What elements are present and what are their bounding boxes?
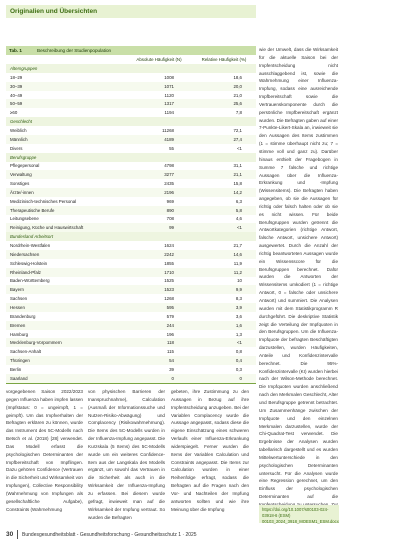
relative-value: <1 <box>236 340 242 346</box>
table-row <box>6 197 256 206</box>
table-row <box>6 91 256 100</box>
row-label: 30–39 <box>10 83 23 89</box>
row-label: Reinigung, Küche und Hauswirtschaft <box>10 225 84 231</box>
row-label: Bayern <box>10 287 24 293</box>
absolute-value: 4798 <box>164 163 174 169</box>
table-row <box>6 73 256 82</box>
page-number: 30 <box>6 531 14 538</box>
row-label: Männlich <box>10 136 28 142</box>
relative-value: 3,6 <box>235 313 242 319</box>
absolute-value: 1008 <box>164 74 174 80</box>
absolute-value: 579 <box>166 313 174 319</box>
relative-value: 20,0 <box>233 83 242 89</box>
relative-value: 9,9 <box>235 287 242 293</box>
column-header-relative: Relative Häufigkeit (%) <box>201 57 247 62</box>
relative-value: 25,6 <box>233 101 242 107</box>
relative-value: 1,3 <box>235 331 242 337</box>
absolute-value: 55 <box>169 145 174 151</box>
relative-value: 6,3 <box>235 198 242 204</box>
row-label: Divers <box>10 145 23 151</box>
absolute-value: 969 <box>166 198 174 204</box>
row-label: Thüringen <box>10 358 30 364</box>
table-row <box>6 294 256 303</box>
table-row <box>6 365 256 374</box>
table-row <box>6 99 256 108</box>
row-label: Ärzte/-innen <box>10 189 34 195</box>
table-bottom-rule <box>6 383 256 384</box>
row-label: Sachsen <box>10 296 28 302</box>
relative-value: 4,6 <box>235 216 242 222</box>
relative-value: 5,8 <box>235 207 242 213</box>
row-label: Rheinland-Pfalz <box>10 269 41 275</box>
absolute-value: 196 <box>166 331 174 337</box>
row-label: Schleswig-Holstein <box>10 260 48 266</box>
row-label: Brandenburg <box>10 313 36 319</box>
relative-value: 21,1 <box>233 172 242 178</box>
page-footer <box>6 527 406 543</box>
row-label: Geschlecht <box>10 119 32 125</box>
absolute-value: 2196 <box>164 189 174 195</box>
absolute-value: 1624 <box>164 243 174 248</box>
row-label: Sonstiges <box>10 181 30 187</box>
absolute-value: 118 <box>167 340 174 346</box>
table-caption <box>6 46 256 55</box>
table-row <box>6 170 256 179</box>
row-label: Pflegepersonal <box>10 163 40 169</box>
table-number: Tab. 1 <box>9 48 22 53</box>
row-label: Bundesland Arbeitsort <box>10 234 54 240</box>
absolute-value: 1071 <box>164 83 174 89</box>
table-row <box>6 321 256 330</box>
table-row <box>6 241 256 250</box>
absolute-value: 1525 <box>164 278 174 284</box>
relative-value: 10 <box>237 278 242 284</box>
relative-value: 27,4 <box>233 136 242 142</box>
table-row <box>6 347 256 356</box>
absolute-value: 115 <box>167 349 174 355</box>
relative-value: 8,3 <box>235 296 242 302</box>
absolute-value: 1523 <box>164 287 174 293</box>
relative-value: 7,8 <box>235 110 242 116</box>
absolute-value: 1268 <box>164 296 174 302</box>
body-text-column-right: wie der Umwelt, dass die Wirksamkeit für die aktuelle Saison bei der Impfentscheidung nicht ausschlaggebend ist, sowie die Wahrnehmung einer Influenza-Impfung, sodass eine ausreichende Impfbereitschaft sowie die Vertrauenskomponente durch die persönliche Impfbereitschaft ergänzt wurden. Die Befragten gaben auf einer 7-Punkte-Likert-Skala an, inwieweit sie den Aussagen des Items zustimmen (1 = stimme überhaupt nicht zu; 7 = stimme voll und ganz zu). Darüber hinaus enthielt der Fragebogen in Summe 7 falsche und richtige Aussagen über die Influenza-Erkrankung und -Impfung (Wissensitems). Die Befragten haben angegeben, ob sie die Aussagen für richtig oder falsch halten oder ob sie es nicht wissen. Für beide Berufsgruppen wurden getrennt die Antwortkategorien (richtige Antwort, falsche Antwort, unsichere Antwort) ausgewertet. Durch die Anzahl der richtig beantworteten Aussagen wurde ein Wissensscore für die Berufsgruppen berechnet. Dafür wurden die Antworten der Wissensitems umkodiert (1 = richtige Antwort, 0 = falsche oder unsichere Antwort) und summiert. Die Analysen wurden mit dem Statistikprogramm R durchgeführt. Die deskriptive Statistik zeigt die Verteilung der Impfquoten in den Berufsgruppen. Um die Influenza-Impfquote der befragten Beschäftigten darzustellen, wurden Häufigkeiten, Anteile und Konfidenzintervalle berechnet. Die 95%-Konfidenzintervalle (KI) wurden hierbei nach der Wilson-Methode berechnet. Die Impfquoten wurden anschließend nach den Merkmalen Geschlecht, Alter und Berufsgruppe getrennt betrachtet. Um Zusammenhänge zwischen der Impfquote und den einzelnen Merkmalen darzustellen, wurde der Chi-Quadrat-Test verwendet. Die Ergebnisse der Analysen wurden tabellarisch dargestellt und es wurden Mittelwertunterschiede in den psychologischen Determinanten untersucht. Für die Analysen wurde eine Regression gerechnet, um den Einfluss der psychologischen Determinanten auf die <box>259 47 338 500</box>
absolute-value: 244 <box>166 322 174 328</box>
row-label: Medizinisch-technisches Personal <box>10 198 77 204</box>
body-text-column-2: von physischen Barrieren der Inanspruchnahme), Calculation (Ausmaß der Informationssuche und Nutzen-Risiko-Abwägung) und Complacency (Risikowahrnehmung). Die Items des 5C-Modells wurden in der Influenza-Impfung angepasst. Die Kurzskala (5 Items) des 5C-Modells wurde um ein weiteres Confidence-Item aus der Langskala des Modells ergänzt, um sowohl das Vertrauen in die Sicherheit als auch in die Wirksamkeit der Influenza-Impfung zu erfassen. Bei diesem wurde gefragt, inwieweit man auf die Wirksamkeit der Impfung vertraut. So wurden die Befragten <box>88 389 165 520</box>
table-group-row <box>6 153 256 162</box>
relative-value: 11,2 <box>233 269 242 275</box>
relative-value: 14,6 <box>233 251 242 257</box>
row-label: Weiblich <box>10 127 27 133</box>
row-label: Mecklenburg-Vorpommern <box>10 340 62 346</box>
absolute-value: 11268 <box>162 127 174 133</box>
absolute-value: 595 <box>166 304 174 310</box>
table-row <box>6 312 256 321</box>
absolute-value: 2242 <box>164 251 174 257</box>
absolute-value: 4189 <box>164 136 174 142</box>
row-label: Nordrhein-Westfalen <box>10 243 51 248</box>
section-title: Originalien und Übersichten <box>6 5 256 18</box>
table-row <box>6 188 256 197</box>
body-text-column-3: gebeten, ihre Zustimmung zu den Aussagen in Bezug auf ihre Impfentscheidung anzugeben. Bei der Variablen Complacency wurde die Aussage angepasst, sodass diese die eigene Einschätzung eines schweren Verlaufs einer Influenza-Erkrankung widerspiegelt. Ferner wurden die Items der Variablen Calculation und Constraints angepasst. Die Items zur Calculation wurden in einer Reihenfolge erfragt, sodass die Befragten auf die Fragen nach den Vor- und Nachteilen der Impfung antworten sollten und wie ihre Meinung über die Impfung <box>171 389 249 512</box>
footer-divider <box>17 530 18 539</box>
relative-value: 3,9 <box>235 304 242 310</box>
relative-value: 0,4 <box>235 358 242 364</box>
row-label: Therapeutische Berufe <box>10 207 55 213</box>
absolute-value: 0 <box>171 375 174 381</box>
row-label: Leitungsebene <box>10 216 39 222</box>
relative-value: 11,9 <box>233 260 242 266</box>
absolute-value: 3277 <box>164 172 174 178</box>
relative-value: <1 <box>236 145 242 151</box>
table-row <box>6 214 256 223</box>
row-label: 18–29 <box>10 74 23 80</box>
table-group-row <box>6 232 256 241</box>
row-label: 50–59 <box>10 101 23 107</box>
relative-value: 18,6 <box>233 74 242 80</box>
absolute-value: 1710 <box>164 269 174 275</box>
row-label: Berlin <box>10 366 22 372</box>
absolute-value: 54 <box>169 358 174 364</box>
absolute-value: 1855 <box>164 260 174 266</box>
table-row <box>6 268 256 277</box>
row-label: Saarland <box>10 375 28 381</box>
absolute-value: 1194 <box>164 110 174 116</box>
table-row <box>6 206 256 215</box>
column-header-absolute: Absolute Häufigkeit (N) <box>136 57 182 62</box>
absolute-value: 708 <box>166 216 174 222</box>
row-label: Altersgruppen <box>10 66 38 71</box>
absolute-value: 99 <box>169 225 174 231</box>
absolute-value: 2435 <box>164 181 174 187</box>
table-row <box>6 179 256 188</box>
table-row <box>6 374 256 383</box>
absolute-value: 1120 <box>164 92 174 98</box>
relative-value: 0,3 <box>235 366 242 372</box>
table-row <box>6 330 256 339</box>
absolute-value: 39 <box>169 366 174 372</box>
relative-value: 14,2 <box>233 189 242 195</box>
table-row <box>6 285 256 294</box>
row-label: ≥60 <box>10 110 18 116</box>
table-row <box>6 144 256 153</box>
table-row <box>6 259 256 268</box>
table-row <box>6 356 256 365</box>
relative-value: 0 <box>239 375 242 381</box>
relative-value: <1 <box>236 225 242 231</box>
body-text-column-1: vorgegebenen Saison 2022/2023 gegen Influenza haben impfen lassen (Impfstatus: 0 = ungeimpft, 1 = geimpft). Um das Impfverhalten der Befragten erklären zu können, wurde das Instrument des 5C-Modells nach Betsch et al. (2018) [28] verwendet. Das Modell erfasst die psychologischen Determinanten der Impfbereitschaft von Impflingen. Dazu gehören Confidence (Vertrauen in die Sicherheit und Wirksamkeit von Impfungen), Collective Responsibility (Wahrnehmung von Impfungen als gesellschaftliche Aufgabe), Constraints (Wahrnehmung <box>6 389 83 512</box>
table-row <box>6 82 256 91</box>
absolute-value: 890 <box>166 207 174 213</box>
table-caption-text: Beschreibung der Studienpopulation <box>37 48 112 53</box>
relative-value: 31,1 <box>233 163 242 169</box>
relative-value: 21,7 <box>233 243 242 248</box>
row-label: Berufsgruppe <box>10 154 37 160</box>
supplement-link[interactable]: https://doi.org/10.1007/s00103-024-03918-6 (ESM) 00103_2024_3918_MOESM1_ESM.docx <box>259 505 339 523</box>
row-label: 40–49 <box>10 92 23 98</box>
row-label: Verwaltung <box>10 172 32 178</box>
table-row <box>6 108 256 117</box>
row-label: Bremen <box>10 322 26 328</box>
table-row <box>6 303 256 312</box>
table-group-row <box>6 64 256 73</box>
table-row <box>6 135 256 144</box>
relative-value: 0,8 <box>235 349 242 355</box>
row-label: Hamburg <box>10 331 29 337</box>
table-row <box>6 250 256 259</box>
journal-name: Bundesgesundheitsblatt - Gesundheitsforschung - Gesundheitsschutz 1 · 2025 <box>22 532 197 538</box>
absolute-value: 1317 <box>164 101 174 107</box>
table-row <box>6 338 256 347</box>
row-label: Sachsen-Anhalt <box>10 349 41 355</box>
row-label: Baden-Württemberg <box>10 278 50 284</box>
relative-value: 1,6 <box>235 322 242 328</box>
row-label: Hessen <box>10 304 25 310</box>
row-label: Niedersachsen <box>10 251 40 257</box>
relative-value: 72,1 <box>233 127 242 133</box>
relative-value: 15,8 <box>233 181 242 187</box>
relative-value: 21,0 <box>233 92 242 98</box>
table-group-row <box>6 117 256 126</box>
table-row <box>6 223 256 232</box>
table-row <box>6 161 256 170</box>
table-row <box>6 276 256 285</box>
table-row <box>6 126 256 135</box>
